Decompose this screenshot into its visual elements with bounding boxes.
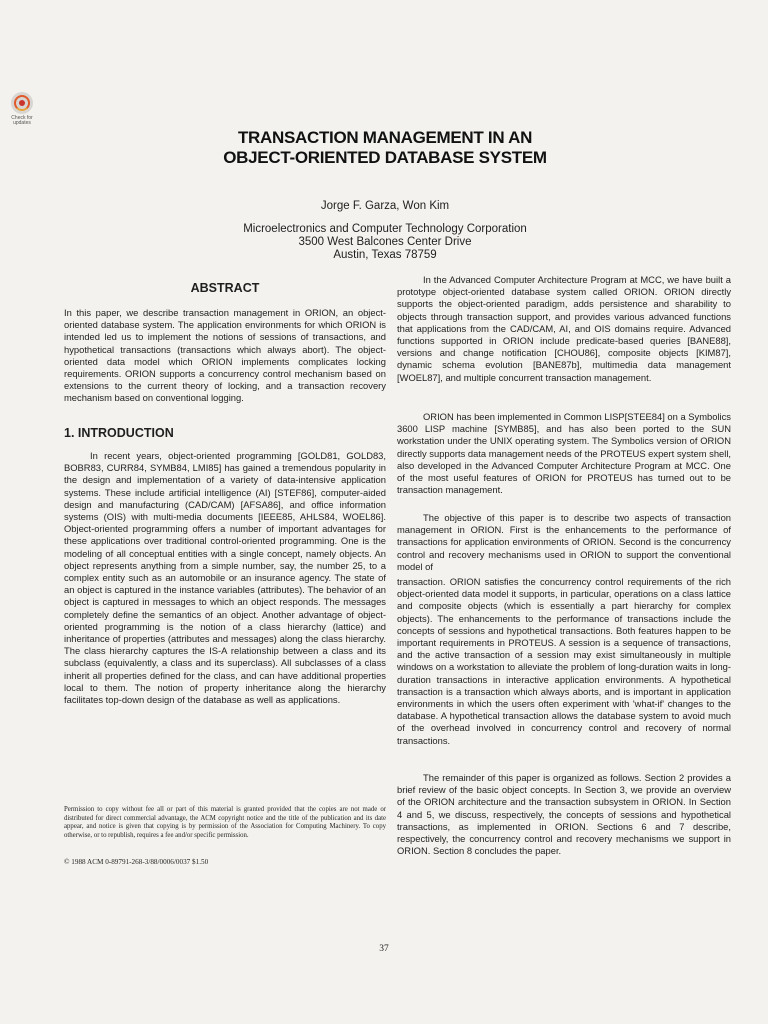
copyright-line: © 1988 ACM 0-89791-268-3/88/0006/0037 $1.50 (64, 858, 209, 866)
check-for-updates-label: Check for updates (11, 115, 33, 126)
introduction-body (64, 450, 386, 706)
permission-notice: Permission to copy without fee all or part of this material is granted provided that the copies are not made or distributed for direct commercial advantage, the ACM copyright notice and the title of the publication and its date appear, and notice is given that copying is by permission of the Association for Computing Machinery. To copy otherwise, or to republish, requires a fee and/or specific permission. (64, 806, 386, 839)
body-paragraph: transaction. ORION satisfies the concurrency control requirements of the rich object-oriented data model it supports, in particular, operations on a class lattice and composite objects (which is essentially a part hierarchy for complex objects). The enhancements to the performance of transactions include the concepts of sessions and hypothetical transactions. Both features happen to be important requirements in PROTEUS. A session is a sequence of transactions, and the active transaction of a session may exist simultaneously in multiple windows on a workstation to alleviate the problem of long-duration waits in long-duration transactions in interactive application environments. A hypothetical transaction is a transaction which always aborts, and is important in application environments in which the users often experiment with 'what-if' changes to the database. A hypothetical transaction allows the database system to avoid much of the overhead involved in concurrency control and recovery of normal transactions. (397, 576, 731, 746)
affiliation (150, 223, 620, 262)
affiliation-line-3: Austin, Texas 78759 (333, 249, 437, 261)
abstract-paragraph: In this paper, we describe transaction management in ORION, an object-oriented database system. The application environments for which ORION is intended led us to implement the notions of sessions of transactions, and hypothetical transactions (transactions which always abort). The object-oriented data model which ORION implements complicates locking requirements. ORION supports a concurrency control mechanism based on extensions to the current theory of locking, and a transaction recovery mechanism based on conventional logging. (64, 307, 386, 404)
body-paragraph: The remainder of this paper is organized as follows. Section 2 provides a brief review of the basic object concepts. In Section 3, we provide an overview of the ORION architecture and the transaction subsystem in ORION. In Section 4 and 5, we discuss, respectively, the concepts of sessions and hypothetical transactions, as implemented in ORION. Sections 6 and 7 describe, respectively, the concurrency control and recovery mechanisms we support in ORION. Section 8 concludes the paper. (397, 772, 731, 857)
check-for-updates-badge[interactable] (7, 92, 37, 126)
introduction-paragraph: In recent years, object-oriented programming [GOLD81, GOLD83, BOBR83, CURR84, SYMB84, LMI85] has gained a tremendous popularity in the design and implementation of a variety of data-intensive application systems. These include artificial intelligence (AI) [STEF86], computer-aided design and manufacturing (CAD/CAM) [AFSA86], and office information systems (OIS) with multi-media documents [IEEE85, AHLS84, WOEL86]. Object-oriented programming offers a number of important advantages for these applications over traditional control-oriented programming. One is the modeling of all conceptual entities with a single concept, namely objects. An object represents anything from a simple number, say, the number 25, to a complex entity such as an automobile or an insurance agency. The state of an object is captured in the instance variables (attributes). The behavior of an object is captured in messages to which an object responds. The messages completely define the semantics of an object. Another advantage of object-oriented programming is the notion of a class hierarchy (lattice) and inheritance of properties (attributes and messages) along the class hierarchy. The class hierarchy captures the IS-A relationship between a class and its subclass (equivalently, a class and its superclass). All subclasses of a class inherit all properties defined for the class, and can have additional properties local to them. The notion of property inheritance along the hierarchy facilitates top-down design of the database as well as applications. (64, 450, 386, 706)
paper-title (150, 128, 620, 168)
body-paragraph: ORION has been implemented in Common LISP[STEE84] on a Symbolics 3600 LISP machine [SYMB85], and has also been ported to the SUN workstation under the UNIX operating system. The Symbolics version of ORION directly supports data management needs of the PROTEUS expert system shell, also developed in the Advanced Computer Architecture Program at MCC. One of the most useful features of ORION for PROTEUS has turned out to be transaction management. (397, 411, 732, 496)
check-for-updates-icon (11, 92, 33, 114)
abstract-heading: ABSTRACT (190, 281, 260, 295)
body-paragraph: The objective of this paper is to describe two aspects of transaction management in ORION. First is the enhancements to the performance of transactions for application environments of ORION. Second is the concurrency control and recovery mechanisms used in ORION to support the conventional model of (397, 512, 731, 572)
affiliation-line-1: Microelectronics and Computer Technology Corporation (243, 223, 527, 235)
body-paragraph: In the Advanced Computer Architecture Program at MCC, we have built a prototype object-oriented database system called ORION. ORION directly supports the object-oriented paradigm, adds persistence and sharability to objects through transaction support, and provides various advanced functions that applications from the CAD/CAM, AI, and OIS domains require. Advanced functions supported in ORION include predicate-based queries [BANE88], versions and change notification [CHOU86], composite objects [KIM87], dynamic schema evolution [BANE87b], multimedia data management [WOEL87], and multiple concurrent transaction management. (397, 274, 731, 383)
author-list: Jorge F. Garza, Won Kim (320, 200, 450, 212)
right-column-paragraph-1 (397, 274, 731, 384)
right-column-paragraph-5 (397, 772, 731, 857)
right-column-paragraph-3 (397, 512, 731, 573)
affiliation-line-2: 3500 West Balcones Center Drive (298, 236, 472, 248)
right-column-paragraph-4 (397, 576, 731, 747)
paper-title-line-2: OBJECT-ORIENTED DATABASE SYSTEM (223, 148, 547, 167)
page-number: 37 (379, 944, 389, 954)
introduction-heading: 1. INTRODUCTION (64, 426, 174, 440)
right-column-paragraph-2 (397, 411, 731, 496)
paper-title-line-1: TRANSACTION MANAGEMENT IN AN (237, 128, 533, 147)
abstract-body (64, 307, 386, 405)
